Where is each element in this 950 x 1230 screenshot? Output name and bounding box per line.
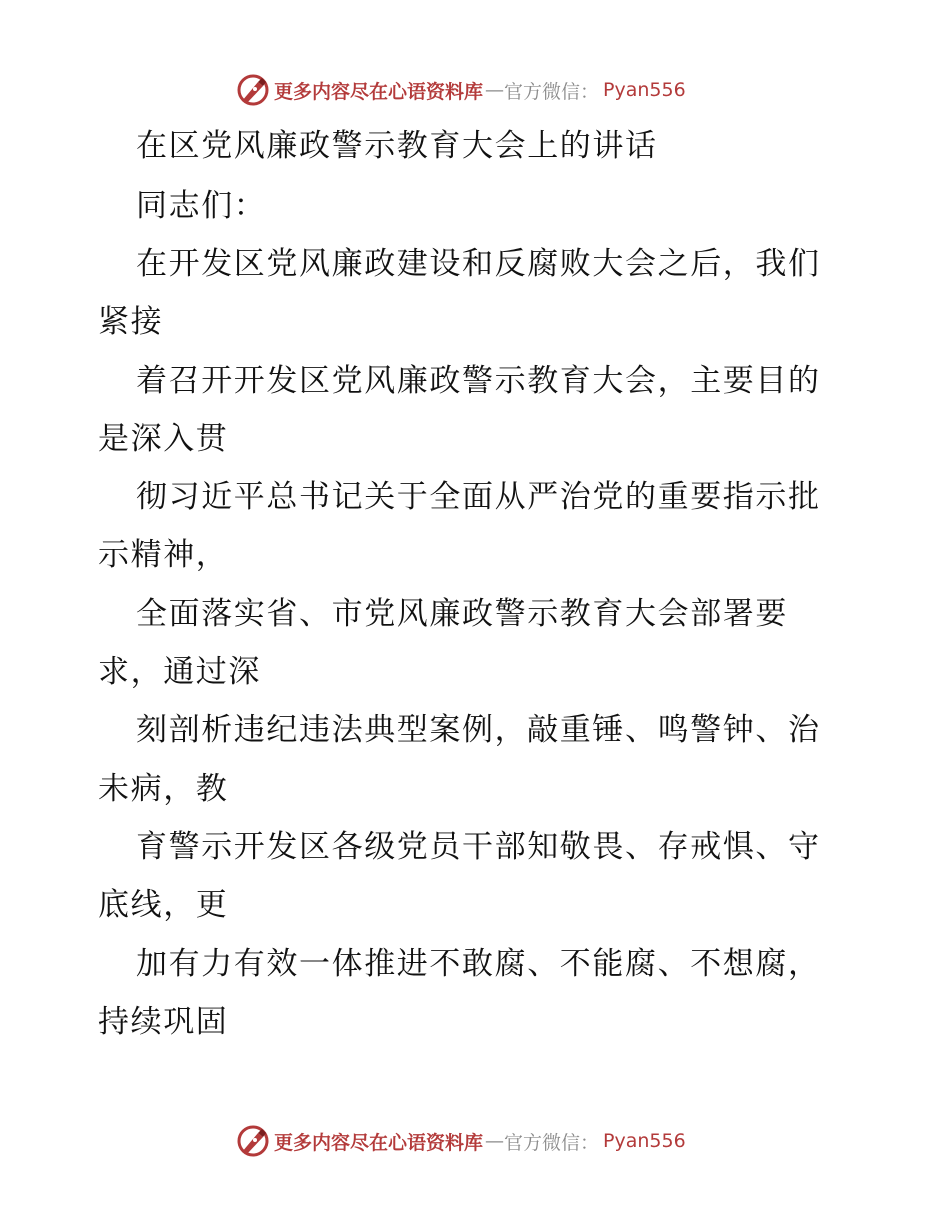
banner-separator: — xyxy=(485,1130,505,1152)
banner-wechat-id: Pyan556 xyxy=(603,79,686,101)
text-line: 示精神， xyxy=(98,537,229,573)
text-line: 在开发区党风廉政建设和反腐败大会之后，我们 xyxy=(136,246,821,282)
text-line: 刻剖析违纪违法典型案例，敲重锤、鸣警钟、治 xyxy=(136,712,821,748)
text-line: 底线，更 xyxy=(98,887,229,923)
banner-separator: — xyxy=(485,79,505,101)
text-line: 求，通过深 xyxy=(98,654,261,690)
text-line: 全面落实省、市党风廉政警示教育大会部署要 xyxy=(136,596,788,632)
text-line: 育警示开发区各级党员干部知敬畏、存戒惧、守 xyxy=(136,829,821,865)
banner-wechat-label: 官方微信： xyxy=(504,1131,600,1154)
text-line: 紧接 xyxy=(98,304,164,340)
text-line: 是深入贯 xyxy=(98,421,229,457)
text-line: 持续巩固 xyxy=(98,1004,229,1040)
header-banner xyxy=(236,72,686,108)
banner-text: 更多内容尽在心语资料库 xyxy=(274,1131,484,1154)
footer-banner xyxy=(236,1123,686,1159)
text-line: 彻习近平总书记关于全面从严治党的重要指示批 xyxy=(136,479,821,515)
document-title: 在区党风廉政警示教育大会上的讲话 xyxy=(136,128,658,164)
salutation: 同志们： xyxy=(136,188,267,224)
pen-nib-logo-icon xyxy=(236,73,270,107)
pen-nib-logo-icon xyxy=(236,1124,270,1158)
banner-wechat-id: Pyan556 xyxy=(603,1130,686,1152)
text-line: 加有力有效一体推进不敢腐、不能腐、不想腐， xyxy=(136,946,821,982)
text-line: 未病，教 xyxy=(98,771,229,807)
banner-text: 更多内容尽在心语资料库 xyxy=(274,80,484,103)
text-line: 着召开开发区党风廉政警示教育大会，主要目的 xyxy=(136,363,821,399)
banner-wechat-label: 官方微信： xyxy=(504,80,600,103)
